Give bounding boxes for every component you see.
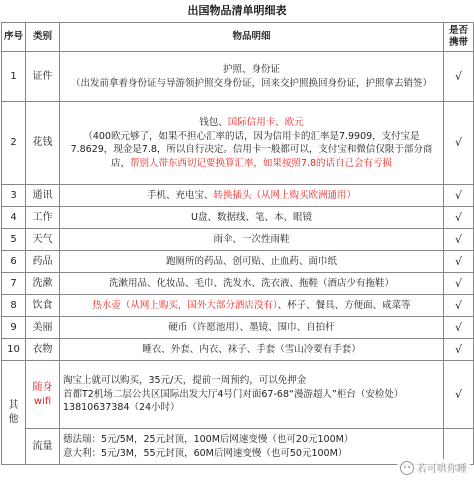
detail-highlight: 转换插头（从网上购买欧洲通用） xyxy=(213,189,357,201)
row-detail: 雨伞、一次性雨鞋 xyxy=(60,229,444,251)
table-header-row xyxy=(2,23,474,52)
row-category: 衣物 xyxy=(26,339,60,361)
table-row xyxy=(2,229,474,251)
row-detail: 洗漱用品、化妆品、毛巾、洗发水、洗衣液、拖鞋（酒店少有拖鞋） xyxy=(60,273,444,295)
row-detail xyxy=(60,429,444,465)
table-row xyxy=(2,52,474,102)
detail-line: 淘宝上就可以购买，35元/天，提前一周预约，可以免押金 xyxy=(63,375,307,387)
row-detail xyxy=(60,102,444,185)
row-detail: U盘、数据线、笔、本、眼镜 xyxy=(60,207,444,229)
page-title: 出国物品清单明细表 xyxy=(187,4,287,17)
carry-check: √ xyxy=(444,102,474,185)
header-no: 序号 xyxy=(2,23,26,52)
table-row xyxy=(2,207,474,229)
carry-check: √ xyxy=(444,339,474,361)
row-detail xyxy=(60,52,444,102)
row-no: 7 xyxy=(2,273,26,295)
carry-check: √ xyxy=(444,317,474,339)
row-detail xyxy=(60,361,444,429)
row-category: 天气 xyxy=(26,229,60,251)
row-category: 美丽 xyxy=(26,317,60,339)
row-category: 工作 xyxy=(26,207,60,229)
detail-line: 德法瑞：5元/5M，25元封顶，100M后网速变慢（也可20元100M） xyxy=(63,434,354,445)
table-row xyxy=(2,251,474,273)
header-category: 类别 xyxy=(26,23,60,52)
row-category: 药品 xyxy=(26,251,60,273)
row-no: 4 xyxy=(2,207,26,229)
row-category: 花钱 xyxy=(26,102,60,185)
row-category: 洗漱 xyxy=(26,273,60,295)
table-row xyxy=(2,295,474,317)
detail-text: （400欧元够了，如果不担心汇率的话，因为信用卡的汇率是7.9909，支付宝是7.8629，现金是7.8，所以自行决定。信用卡一般都可以，支付宝和微信仅限于部分商店， xyxy=(70,130,433,169)
wechat-icon xyxy=(400,461,414,475)
carry-check: √ xyxy=(444,207,474,229)
row-no: 1 xyxy=(2,52,26,102)
flow-label: 流量 xyxy=(26,429,60,465)
table-row xyxy=(2,339,474,361)
packing-list-table xyxy=(1,22,474,465)
detail-line: 护照、身份证 xyxy=(222,64,280,75)
row-no: 3 xyxy=(2,185,26,207)
row-no: 6 xyxy=(2,251,26,273)
watermark xyxy=(397,459,470,476)
detail-highlight: 帮别人带东西切记要换算汇率，如果按照7.8的话自己会有亏损 xyxy=(129,157,393,169)
wifi-label: 随身wifi xyxy=(26,361,60,429)
detail-line xyxy=(63,130,440,171)
row-category: 通讯 xyxy=(26,185,60,207)
carry-check: √ xyxy=(444,229,474,251)
row-detail: 硬币（许愿池用）、墨镜、围巾、自拍杆 xyxy=(60,317,444,339)
row-detail xyxy=(60,295,444,317)
table-row xyxy=(2,102,474,185)
table-row xyxy=(2,273,474,295)
table-row xyxy=(2,361,474,429)
carry-check: √ xyxy=(444,273,474,295)
carry-check: √ xyxy=(444,185,474,207)
watermark-text: 若可哄你睡 xyxy=(417,464,467,475)
row-detail xyxy=(60,185,444,207)
carry-check: √ xyxy=(444,251,474,273)
table-row xyxy=(2,185,474,207)
detail-line: 首都T2机场二层公共区国际出发大厅4号门对面67-68“漫游超人”柜台（安检处）13810637384（24小时） xyxy=(63,388,404,414)
detail-text: 钱包、 xyxy=(199,117,228,128)
row-category: 饮食 xyxy=(26,295,60,317)
row-no: 2 xyxy=(2,102,26,185)
detail-text: 、杯子、餐具、方便面、咸菜等 xyxy=(277,299,411,311)
row-no: 8 xyxy=(2,295,26,317)
carry-check: √ xyxy=(444,295,474,317)
row-detail: 跑厕所的药品、创可贴、止血药、面巾纸 xyxy=(60,251,444,273)
row-no: 5 xyxy=(2,229,26,251)
header-detail: 物品明细 xyxy=(60,23,444,52)
detail-line xyxy=(63,116,440,130)
table-row xyxy=(2,317,474,339)
detail-highlight: 国际信用卡、欧元 xyxy=(227,117,304,128)
other-label: 其他 xyxy=(2,361,26,465)
detail-line: （出发前拿着身份证与导游领护照交身份证，回来交护照换回身份证，护照拿去销签） xyxy=(70,77,432,89)
carry-check: √ xyxy=(444,52,474,102)
carry-check: √ xyxy=(444,361,474,429)
row-no: 10 xyxy=(2,339,26,361)
row-detail: 睡衣、外套、内衣、袜子、手套（雪山冷要有手套） xyxy=(60,339,444,361)
detail-line: 意大利：5元/3M，55元封顶，60M后网速变慢（也可50元100M） xyxy=(63,447,348,459)
row-no: 9 xyxy=(2,317,26,339)
header-carry: 是否携带 xyxy=(444,23,474,52)
detail-highlight: 热水壶（从网上购买，国外大部分酒店没有） xyxy=(92,299,278,311)
row-category: 证件 xyxy=(26,52,60,102)
detail-text: 手机、充电宝、 xyxy=(146,189,214,201)
